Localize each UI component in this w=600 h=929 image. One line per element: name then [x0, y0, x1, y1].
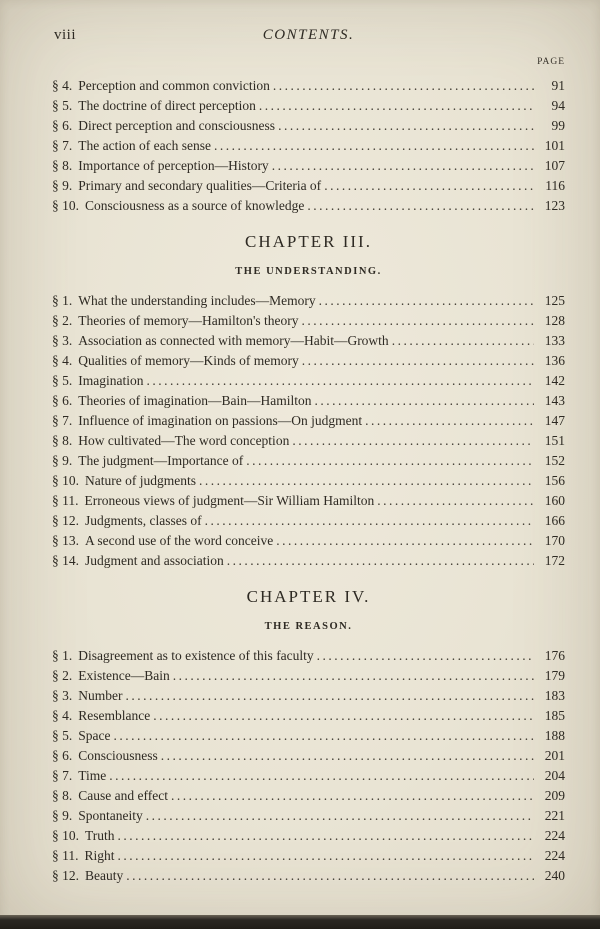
- entry-title: Number: [78, 688, 123, 703]
- entry-number: § 8.: [52, 433, 73, 448]
- toc-entry: [52, 471, 565, 491]
- entry-number: § 12.: [52, 513, 79, 528]
- entry-number: § 9.: [52, 808, 73, 823]
- entry-page: 221: [544, 808, 565, 823]
- entry-number: § 8.: [52, 788, 73, 803]
- dot-leader: [317, 646, 534, 666]
- toc-entry: [52, 686, 565, 706]
- entry-page: 183: [544, 688, 565, 703]
- toc-entry: [52, 116, 565, 136]
- entry-title: The judgment—Importance of: [78, 453, 244, 468]
- dot-leader: [278, 116, 534, 136]
- entry-number: § 7.: [52, 768, 73, 783]
- dot-leader: [173, 666, 534, 686]
- entry-title: The action of each sense: [78, 138, 211, 153]
- toc-entry: [52, 371, 565, 391]
- entry-number: § 12.: [52, 868, 79, 883]
- entry-page: 160: [544, 493, 565, 508]
- dot-leader: [161, 746, 534, 766]
- toc-entry: [52, 311, 565, 331]
- dot-leader: [126, 866, 534, 886]
- entry-title: Disagreement as to existence of this faculty: [78, 648, 314, 663]
- entry-title: Judgment and association: [85, 553, 224, 568]
- entry-page: 116: [545, 178, 565, 193]
- entry-title: What the understanding includes—Memory: [78, 293, 316, 308]
- entry-number: § 1.: [52, 648, 73, 663]
- dot-leader: [377, 491, 534, 511]
- entry-number: § 10.: [52, 473, 79, 488]
- toc-entry: [52, 136, 565, 156]
- dot-leader: [246, 451, 534, 471]
- entry-title: Judgments, classes of: [85, 513, 202, 528]
- entry-title: Theories of imagination—Bain—Hamilton: [78, 393, 312, 408]
- entry-page: 107: [544, 158, 565, 173]
- toc-entry: [52, 76, 565, 96]
- entry-title: Cause and effect: [78, 788, 168, 803]
- dot-leader: [365, 411, 534, 431]
- entry-page: 125: [544, 293, 565, 308]
- entry-page: 128: [544, 313, 565, 328]
- entry-title: Consciousness: [78, 748, 158, 763]
- entry-number: § 6.: [52, 393, 73, 408]
- entry-page: 172: [544, 553, 565, 568]
- toc-entry: [52, 451, 565, 471]
- entry-number: § 2.: [52, 313, 73, 328]
- entry-title: Time: [78, 768, 107, 783]
- toc-entry: [52, 551, 565, 571]
- entry-number: § 5.: [52, 728, 73, 743]
- entry-title: Truth: [85, 828, 115, 843]
- toc-entry: [52, 666, 565, 686]
- dot-leader: [113, 726, 534, 746]
- entry-number: § 1.: [52, 293, 73, 308]
- entry-page: 147: [544, 413, 565, 428]
- toc-entry: [52, 746, 565, 766]
- toc-entry: [52, 726, 565, 746]
- dot-leader: [199, 471, 534, 491]
- entry-page: 156: [544, 473, 565, 488]
- entry-title: Imagination: [78, 373, 144, 388]
- entry-title: Erroneous views of judgment—Sir William Hamilton: [84, 493, 375, 508]
- entry-number: § 8.: [52, 158, 73, 173]
- toc-entry: [52, 531, 565, 551]
- dot-leader: [292, 431, 534, 451]
- toc-entry: [52, 646, 565, 666]
- dot-leader: [227, 551, 534, 571]
- entry-page: 209: [544, 788, 565, 803]
- toc-entry: [52, 706, 565, 726]
- entry-page: 151: [544, 433, 565, 448]
- entry-title: Qualities of memory—Kinds of memory: [78, 353, 299, 368]
- entry-page: 201: [544, 748, 565, 763]
- toc-entry: [52, 846, 565, 866]
- toc-entry: [52, 156, 565, 176]
- entry-page: 133: [544, 333, 565, 348]
- chapter-title: CHAPTER III.: [245, 232, 372, 251]
- toc-entry: [52, 96, 565, 116]
- dot-leader: [153, 706, 534, 726]
- page-header: [52, 26, 565, 45]
- toc-entry: [52, 291, 565, 311]
- scan-edge-bottom: [0, 915, 600, 929]
- entry-title: Consciousness as a source of knowledge: [85, 198, 305, 213]
- chapter-subtitle: THE REASON.: [264, 621, 353, 632]
- entry-number: § 10.: [52, 198, 79, 213]
- entry-number: § 5.: [52, 373, 73, 388]
- entry-title: Space: [78, 728, 111, 743]
- chapter-subtitle: THE UNDERSTANDING.: [235, 266, 382, 277]
- entry-page: 179: [544, 668, 565, 683]
- entry-number: § 5.: [52, 98, 73, 113]
- dot-leader: [324, 176, 534, 196]
- entry-page: 94: [551, 98, 565, 113]
- entry-title: Association as connected with memory—Habit—Growth: [78, 333, 389, 348]
- entry-page: 91: [551, 78, 565, 93]
- entry-number: § 4.: [52, 78, 73, 93]
- entry-number: § 14.: [52, 553, 79, 568]
- entry-number: § 3.: [52, 333, 73, 348]
- entry-number: § 11.: [52, 493, 79, 508]
- toc-entry: [52, 331, 565, 351]
- running-head: CONTENTS.: [262, 27, 355, 43]
- entry-page: 101: [544, 138, 565, 153]
- entry-page: 185: [544, 708, 565, 723]
- dot-leader: [273, 76, 534, 96]
- entry-number: § 10.: [52, 828, 79, 843]
- dot-leader: [302, 311, 534, 331]
- entry-title: Perception and common conviction: [78, 78, 270, 93]
- entry-page: 240: [544, 868, 565, 883]
- entry-title: Importance of perception—History: [78, 158, 269, 173]
- toc-entry: [52, 411, 565, 431]
- entry-number: § 7.: [52, 413, 73, 428]
- dot-leader: [276, 531, 534, 551]
- entry-number: § 6.: [52, 118, 73, 133]
- page-column-label: PAGE: [537, 57, 565, 67]
- entry-number: § 7.: [52, 138, 73, 153]
- dot-leader: [307, 196, 534, 216]
- entry-number: § 11.: [52, 848, 79, 863]
- dot-leader: [319, 291, 534, 311]
- entry-title: Influence of imagination on passions—On judgment: [78, 413, 363, 428]
- toc-entry: [52, 431, 565, 451]
- dot-leader: [392, 331, 534, 351]
- entry-page: 204: [544, 768, 565, 783]
- entry-page: 188: [544, 728, 565, 743]
- dot-leader: [118, 826, 534, 846]
- toc-entry: [52, 176, 565, 196]
- entry-title: Beauty: [85, 868, 124, 883]
- entry-number: § 3.: [52, 688, 73, 703]
- entry-title: Theories of memory—Hamilton's theory: [78, 313, 299, 328]
- entry-number: § 13.: [52, 533, 79, 548]
- toc-entry: [52, 511, 565, 531]
- entry-title: How cultivated—The word conception: [78, 433, 290, 448]
- entry-number: § 4.: [52, 353, 73, 368]
- entry-number: § 2.: [52, 668, 73, 683]
- dot-leader: [314, 391, 534, 411]
- toc-entry: [52, 196, 565, 216]
- entry-page: 142: [544, 373, 565, 388]
- entry-page: 123: [544, 198, 565, 213]
- entry-title: Nature of judgments: [85, 473, 196, 488]
- entry-title: The doctrine of direct perception: [78, 98, 256, 113]
- entry-page: 136: [544, 353, 565, 368]
- chapter-title: CHAPTER IV.: [246, 587, 371, 606]
- toc-entry: [52, 351, 565, 371]
- toc-entry: [52, 826, 565, 846]
- entry-number: § 6.: [52, 748, 73, 763]
- toc-entry: [52, 766, 565, 786]
- entry-page: 99: [551, 118, 565, 133]
- entry-page: 166: [544, 513, 565, 528]
- toc-entry: [52, 866, 565, 886]
- entry-page: 176: [544, 648, 565, 663]
- dot-leader: [205, 511, 534, 531]
- dot-leader: [146, 806, 534, 826]
- toc-entry: [52, 806, 565, 826]
- dot-leader: [126, 686, 535, 706]
- toc-entry: [52, 786, 565, 806]
- entry-title: Right: [84, 848, 115, 863]
- dot-leader: [272, 156, 534, 176]
- toc-entry: [52, 391, 565, 411]
- dot-leader: [118, 846, 534, 866]
- toc: [52, 76, 565, 886]
- entry-number: § 9.: [52, 453, 73, 468]
- dot-leader: [214, 136, 534, 156]
- entry-title: Existence—Bain: [78, 668, 170, 683]
- entry-title: Spontaneity: [78, 808, 143, 823]
- dot-leader: [259, 96, 534, 116]
- entry-page: 170: [544, 533, 565, 548]
- entry-page: 152: [544, 453, 565, 468]
- dot-leader: [109, 766, 534, 786]
- entry-title: Resemblance: [78, 708, 151, 723]
- toc-entry: [52, 491, 565, 511]
- dot-leader: [302, 351, 534, 371]
- dot-leader: [146, 371, 534, 391]
- entry-title: Direct perception and consciousness: [78, 118, 276, 133]
- dot-leader: [171, 786, 534, 806]
- entry-title: A second use of the word conceive: [85, 533, 274, 548]
- entry-page: 224: [544, 828, 565, 843]
- entry-page: 143: [544, 393, 565, 408]
- entry-page: 224: [544, 848, 565, 863]
- entry-number: § 9.: [52, 178, 73, 193]
- folio-number: viii: [54, 27, 77, 43]
- entry-number: § 4.: [52, 708, 73, 723]
- entry-title: Primary and secondary qualities—Criteria of: [78, 178, 322, 193]
